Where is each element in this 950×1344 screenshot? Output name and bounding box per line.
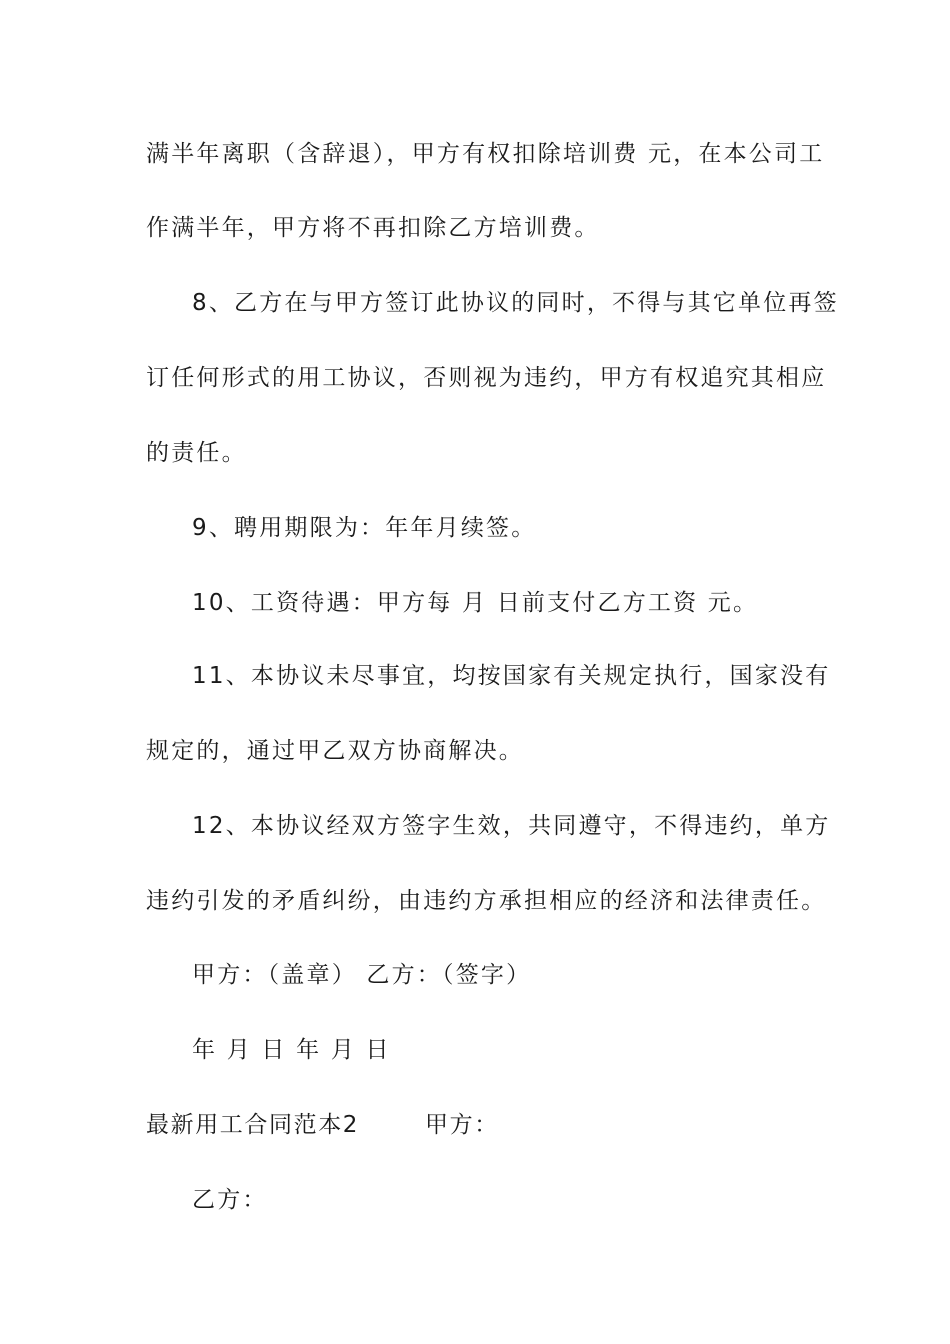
contract2-heading-row xyxy=(146,1109,499,1141)
date-line: 年 月 日 年 月 日 xyxy=(192,1037,391,1063)
clause-12-line: 12、本协议经双方签字生效，共同遵守，不得违约，单方 xyxy=(192,813,831,839)
paragraph-line: 作满半年，甲方将不再扣除乙方培训费。 xyxy=(146,215,600,241)
paragraph-line: 订任何形式的用工协议，否则视为违约，甲方有权追究其相应 xyxy=(146,365,827,391)
signature-line: 甲方：（盖章） 乙方：（签字） xyxy=(192,962,532,988)
paragraph-line: 违约引发的矛盾纠纷，由违约方承担相应的经济和法律责任。 xyxy=(146,888,827,914)
paragraph-line: 规定的，通过甲乙双方协商解决。 xyxy=(146,738,524,764)
paragraph-line: 满半年离职（含辞退），甲方有权扣除培训费 元，在本公司工 xyxy=(146,141,825,167)
clause-9-line: 9、聘用期限为：年年月续签。 xyxy=(192,515,537,541)
party-a-label: 甲方： xyxy=(425,1112,499,1138)
clause-11-line: 11、本协议未尽事宜，均按国家有关规定执行，国家没有 xyxy=(192,663,831,689)
party-b-label: 乙方： xyxy=(192,1187,268,1213)
contract2-title: 最新用工合同范本2 xyxy=(146,1112,360,1138)
paragraph-line: 的责任。 xyxy=(146,440,247,466)
clause-10-line: 10、工资待遇：甲方每 月 日前支付乙方工资 元。 xyxy=(192,590,759,616)
clause-8-line: 8、乙方在与甲方签订此协议的同时，不得与其它单位再签 xyxy=(192,290,839,316)
